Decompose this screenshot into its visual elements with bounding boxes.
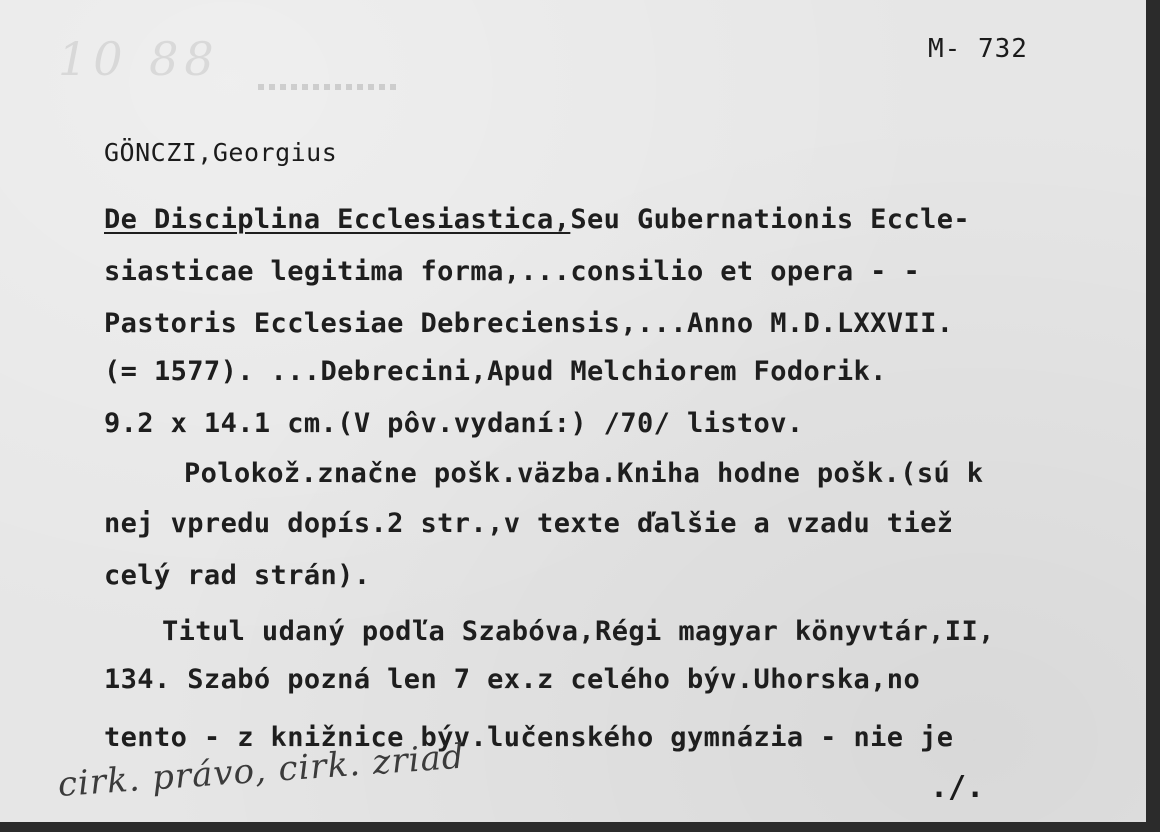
faint-stamp-strip — [258, 84, 398, 90]
text-line: 134. Szabó pozná len 7 ex.z celého býv.Uhorska,no — [104, 664, 921, 695]
text-line: 9.2 x 14.1 cm.(V pôv.vydaní:) /70/ listov. — [104, 408, 804, 439]
text-line: Titul udaný podľa Szabóva,Régi magyar könyvtár,II, — [162, 616, 995, 647]
text-line: (= 1577). ...Debrecini,Apud Melchiorem Fodorik. — [104, 356, 887, 387]
faint-pencil-number: 10 88 — [58, 32, 220, 86]
continuation-mark: ./. — [930, 770, 985, 805]
title-underlined: De Disciplina Ecclesiastica, — [104, 204, 571, 235]
text-line: celý rad strán). — [104, 560, 371, 591]
text-line: Polokož.značne pošk.väzba.Kniha hodne pošk.(sú k — [184, 458, 984, 489]
author-heading: GÖNCZI,Georgius — [104, 138, 338, 167]
handwritten-note: cirk. právo, cirk. zriad — [56, 736, 466, 805]
text-line: tento - z knižnice býv.lučenského gymnázia - nie je — [104, 722, 954, 753]
call-number: M- 732 — [928, 34, 1028, 64]
text-line: Pastoris Ecclesiae Debreciensis,...Anno M.D.LXXVII. — [104, 308, 954, 339]
title-line-1 — [104, 204, 970, 235]
text-line: nej vpredu dopís.2 str.,v texte ďalšie a vzadu tiež — [104, 508, 954, 539]
text-line: siasticae legitima forma,...consilio et opera - - — [104, 256, 921, 287]
title-continuation: Seu Gubernationis Eccle- — [570, 204, 971, 235]
